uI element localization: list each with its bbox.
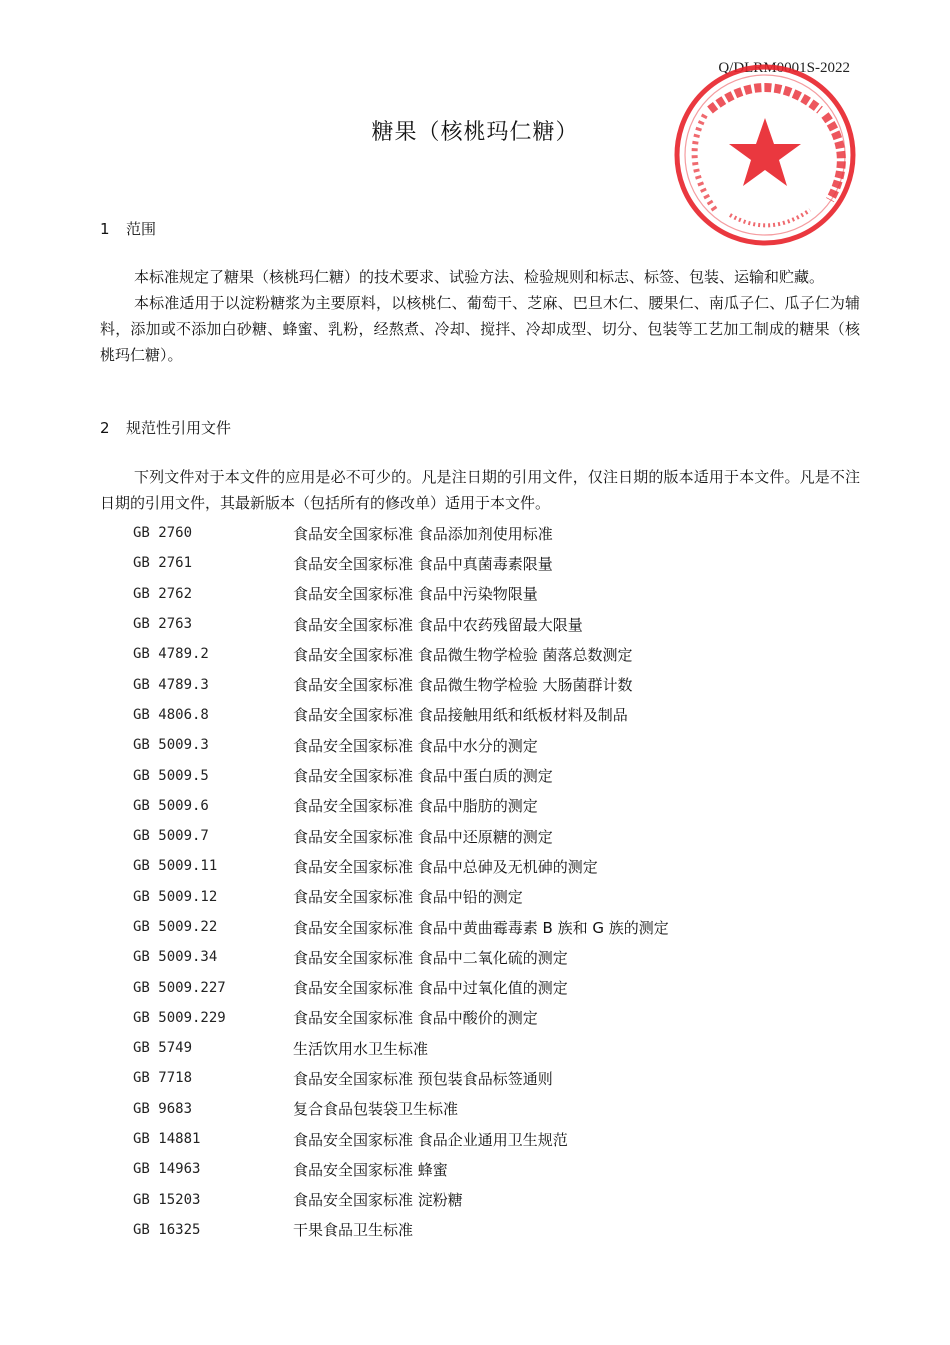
paragraph: 本标准规定了糖果（核桃玛仁糖）的技术要求、试验方法、检验规则和标志、标签、包装、运输和贮藏。	[134, 268, 825, 286]
company-seal-stamp	[670, 60, 860, 250]
section-title: 规范性引用文件	[126, 419, 232, 437]
paragraph: 本标准适用于以淀粉糖浆为主要原料，以核桃仁、葡萄干、芝麻、巴旦木仁、腰果仁、南瓜子仁、瓜子仁为辅料，添加或不添加白砂糖、蜂蜜、乳粉，经熬煮、冷却、搅拌、冷却成型、切分、包装等工艺加工制成的糖果（核桃玛仁糖）。	[100, 294, 860, 364]
reference-code: GB 5009.12	[133, 888, 218, 905]
reference-row	[133, 972, 669, 1002]
paragraph: 下列文件对于本文件的应用是必不可少的。凡是注日期的引用文件，仅注日期的版本适用于本文件。凡是不注日期的引用文件，其最新版本（包括所有的修改单）适用于本文件。	[100, 468, 860, 512]
reference-title: 食品安全国家标准 食品中黄曲霉毒素 B 族和 G 族的测定	[293, 918, 669, 937]
section-2-heading	[100, 417, 231, 438]
reference-title: 食品安全国家标准 食品中脂肪的测定	[293, 797, 538, 816]
reference-code: GB 2763	[133, 616, 193, 633]
reference-code: GB 5749	[133, 1040, 193, 1057]
reference-code: GB 5009.34	[133, 949, 218, 966]
reference-title: 食品安全国家标准 食品中真菌毒素限量	[293, 554, 553, 573]
reference-title: 食品安全国家标准 食品中酸价的测定	[293, 1009, 538, 1028]
reference-title: 食品安全国家标准 食品中过氧化值的测定	[293, 979, 568, 998]
reference-title: 食品安全国家标准 食品中铅的测定	[293, 888, 523, 907]
section-number: 1	[100, 220, 110, 238]
reference-code: GB 4806.8	[133, 706, 209, 723]
reference-row	[133, 821, 669, 851]
reference-list	[133, 518, 669, 1245]
reference-title: 食品安全国家标准 食品中农药残留最大限量	[293, 615, 583, 634]
reference-code: GB 16325	[133, 1221, 201, 1238]
reference-row	[133, 1063, 669, 1093]
reference-code: GB 14881	[133, 1131, 201, 1148]
reference-title: 食品安全国家标准 食品添加剂使用标准	[293, 524, 553, 543]
reference-row	[133, 1124, 669, 1154]
section-1-body	[100, 264, 860, 368]
reference-row	[133, 518, 669, 548]
reference-title: 食品安全国家标准 食品中二氧化硫的测定	[293, 948, 568, 967]
reference-code: GB 5009.5	[133, 767, 209, 784]
reference-title: 干果食品卫生标准	[293, 1221, 414, 1240]
reference-row	[133, 730, 669, 760]
reference-title: 食品安全国家标准 预包装食品标签通则	[293, 1069, 553, 1088]
reference-row	[133, 609, 669, 639]
reference-row	[133, 1154, 669, 1184]
reference-code: GB 9683	[133, 1100, 193, 1117]
reference-code: GB 2761	[133, 555, 193, 572]
reference-title: 食品安全国家标准 食品中蛋白质的测定	[293, 767, 553, 786]
reference-code: GB 5009.7	[133, 828, 209, 845]
section-1-heading	[100, 218, 156, 239]
reference-code: GB 14963	[133, 1161, 201, 1178]
reference-row	[133, 1215, 669, 1245]
reference-row	[133, 1003, 669, 1033]
reference-title: 食品安全国家标准 食品中还原糖的测定	[293, 827, 553, 846]
reference-code: GB 4789.3	[133, 676, 209, 693]
reference-title: 食品安全国家标准 食品中总砷及无机砷的测定	[293, 857, 598, 876]
reference-title: 食品安全国家标准 淀粉糖	[293, 1191, 463, 1210]
reference-code: GB 5009.229	[133, 1009, 226, 1026]
reference-title: 食品安全国家标准 食品接触用纸和纸板材料及制品	[293, 706, 628, 725]
reference-row	[133, 669, 669, 699]
section-title: 范围	[126, 220, 157, 238]
reference-row	[133, 851, 669, 881]
reference-title: 生活饮用水卫生标准	[293, 1039, 429, 1058]
reference-row	[133, 1033, 669, 1063]
reference-code: GB 5009.11	[133, 858, 218, 875]
reference-title: 食品安全国家标准 食品微生物学检验 菌落总数测定	[293, 645, 633, 664]
reference-row	[133, 791, 669, 821]
reference-row	[133, 882, 669, 912]
reference-title: 食品安全国家标准 食品企业通用卫生规范	[293, 1130, 568, 1149]
reference-title: 食品安全国家标准 食品中水分的测定	[293, 736, 538, 755]
section-2-body	[100, 464, 860, 516]
reference-code: GB 7718	[133, 1070, 193, 1087]
reference-title: 复合食品包装袋卫生标准	[293, 1100, 459, 1119]
reference-row	[133, 942, 669, 972]
reference-row	[133, 760, 669, 790]
reference-code: GB 2762	[133, 585, 193, 602]
reference-code: GB 5009.6	[133, 797, 209, 814]
section-number: 2	[100, 419, 110, 437]
reference-title: 食品安全国家标准 食品中污染物限量	[293, 585, 538, 604]
reference-code: GB 5009.227	[133, 979, 226, 996]
reference-row	[133, 1185, 669, 1215]
reference-code: GB 4789.2	[133, 646, 209, 663]
reference-row	[133, 912, 669, 942]
reference-row	[133, 700, 669, 730]
document-code: Q/DLRM0001S-2022	[718, 60, 850, 76]
reference-row	[133, 1094, 669, 1124]
reference-code: GB 15203	[133, 1191, 201, 1208]
reference-title: 食品安全国家标准 蜂蜜	[293, 1160, 448, 1179]
reference-row	[133, 579, 669, 609]
reference-code: GB 5009.3	[133, 737, 209, 754]
reference-code: GB 5009.22	[133, 919, 218, 935]
reference-title: 食品安全国家标准 食品微生物学检验 大肠菌群计数	[293, 676, 633, 695]
document-title: 糖果（核桃玛仁糖）	[371, 120, 579, 145]
reference-row	[133, 639, 669, 669]
reference-code: GB 2760	[133, 525, 193, 542]
reference-row	[133, 548, 669, 578]
